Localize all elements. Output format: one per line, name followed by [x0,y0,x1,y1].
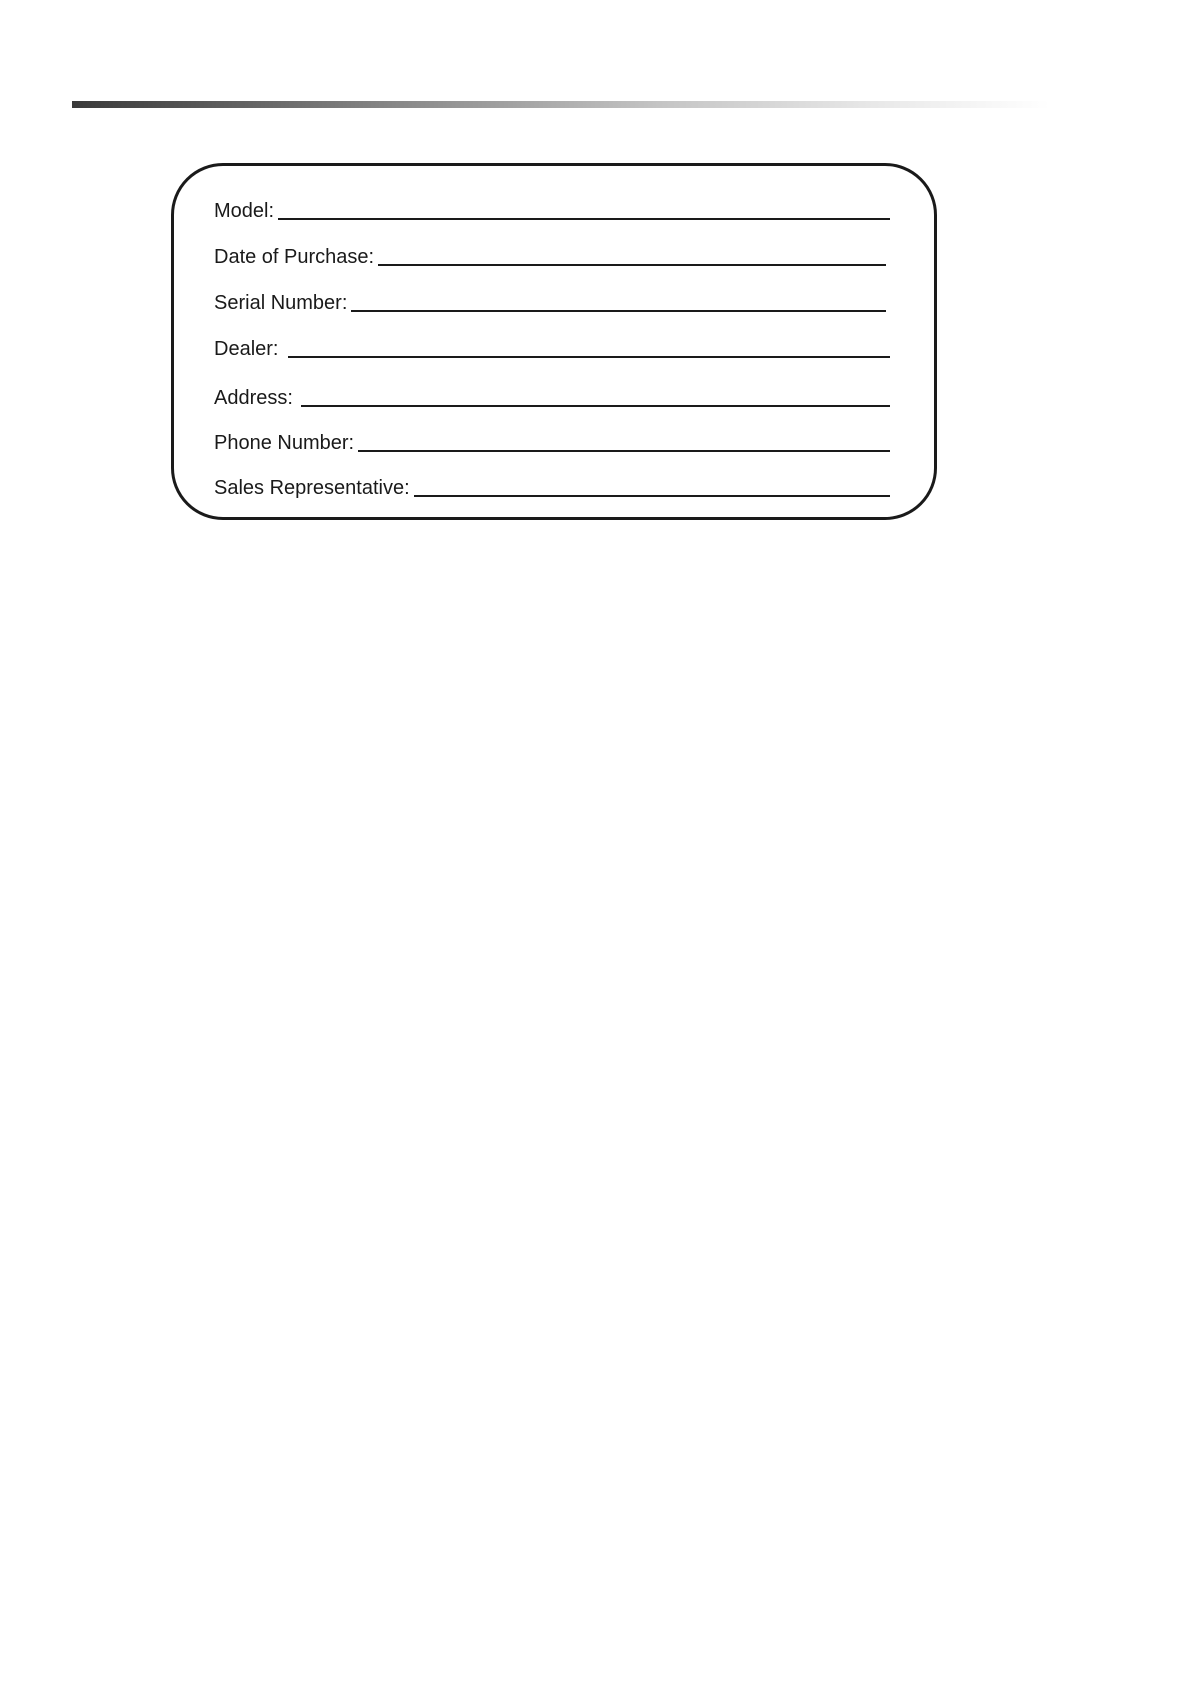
model-field [214,192,890,222]
purchase-record-card [171,163,937,520]
address-blank-line[interactable] [301,405,890,407]
dealer-blank-line[interactable] [288,356,890,358]
model-label: Model: [214,200,275,222]
phone-number-label: Phone Number: [214,432,355,454]
sales-representative-blank-line[interactable] [414,495,890,497]
date-of-purchase-field [214,238,886,268]
date-of-purchase-blank-line[interactable] [378,264,886,266]
header-gradient-rule [72,101,1050,108]
dealer-label: Dealer: [214,338,279,360]
date-of-purchase-label: Date of Purchase: [214,246,375,268]
address-label: Address: [214,387,293,409]
address-field [214,379,890,409]
sales-representative-label: Sales Representative: [214,477,410,499]
model-blank-line[interactable] [278,218,890,220]
phone-number-blank-line[interactable] [358,450,890,452]
phone-number-field [214,424,890,454]
serial-number-label: Serial Number: [214,292,348,314]
serial-number-blank-line[interactable] [351,310,886,312]
serial-number-field [214,284,886,314]
dealer-field [214,330,890,360]
sales-representative-field [214,469,890,499]
